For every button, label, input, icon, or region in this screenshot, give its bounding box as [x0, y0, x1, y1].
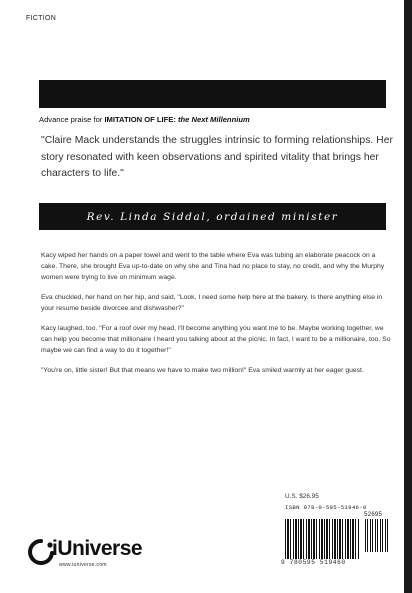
quote-attribution: Rev. Linda Siddal, ordained minister — [86, 210, 339, 223]
publisher-logo — [28, 537, 168, 573]
decorative-black-bar — [39, 80, 386, 108]
attribution-bar — [39, 203, 386, 230]
isbn-label: ISBN 978-0-595-51946-0 — [285, 504, 367, 511]
praise-heading — [39, 115, 399, 124]
barcode-addon-bars — [365, 519, 388, 552]
spine-edge — [404, 0, 412, 593]
excerpt-paragraph: Kacy wiped her hands on a paper towel and went to the table where Eva was tubing an elaborate peacock on a cake. There, she brought Eva up-to-date on why she and Tina had no place to stay, no credit, and why the Murphy women were trying to live on minimum wage. — [41, 252, 385, 281]
barcode — [281, 511, 391, 569]
barcode-digits: 9 780595 519460 — [281, 559, 346, 566]
publisher-url: www.iuniverse.com — [59, 562, 107, 568]
publisher-name: iUniverse — [52, 537, 143, 560]
praise-quote: "Claire Mack understands the struggles intrinsic to forming relationships. Her story resonated with keen observations and spirited vitality that brings her characters to life." — [41, 135, 393, 179]
book-title: IMITATION OF LIFE: — [104, 115, 178, 124]
book-excerpt — [41, 251, 393, 387]
iuniverse-swirl-icon — [28, 539, 54, 565]
excerpt-paragraph: "You're on, little sister! But that means we have to make two million!" Eva smiled warmly at her eager guest. — [41, 367, 364, 375]
barcode-main-bars — [285, 519, 359, 559]
price-label: U.S. $26.95 — [285, 493, 319, 500]
barcode-addon-label: 52695 — [364, 511, 383, 518]
praise-intro: Advance praise for — [39, 115, 105, 124]
genre-label: FICTION — [26, 15, 57, 22]
excerpt-paragraph: Eva chuckled, her hand on her hip, and said, "Look, I need some help here at the bakery. Is there anything else in your resume beside divorcee and dishwasher?" — [41, 294, 383, 313]
excerpt-paragraph: Kacy laughed, too. "For a roof over my head, I'll become anything you want me to be. Maybe working together, we can help you become that millionaire I heard you talking about at the picnic. In fact, I want to be a millionaire, too. So maybe we can find a way to do it together!" — [41, 324, 391, 354]
book-subtitle: the Next Millennium — [177, 115, 250, 124]
